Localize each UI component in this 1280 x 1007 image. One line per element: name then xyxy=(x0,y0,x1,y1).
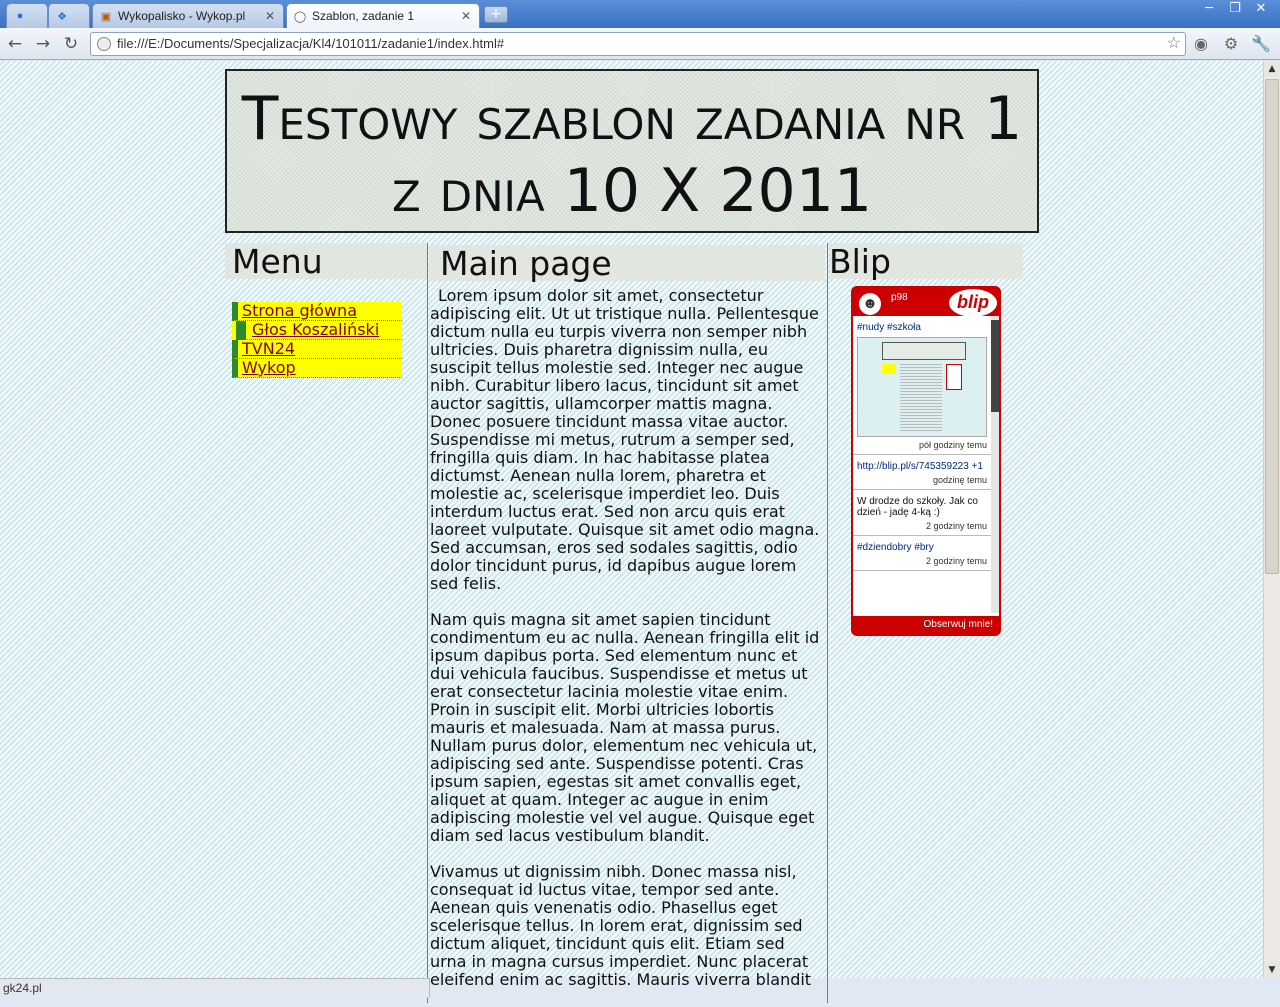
blip-post-text: W drodze do szkoły. Jak co dzień - jadę 4-ką :) xyxy=(857,496,978,518)
blip-username[interactable]: p98 xyxy=(891,292,908,303)
blip-post-time: pół godziny temu xyxy=(918,440,987,450)
scroll-thumb[interactable] xyxy=(1265,79,1279,574)
tab-strip xyxy=(0,0,1280,28)
main-content xyxy=(430,287,826,1007)
window-controls xyxy=(1196,0,1274,18)
menu-link-label: Głos Koszaliński xyxy=(252,320,380,339)
page-title: Testowy szablon zadania nr 1 z dnia 10 X 2011 xyxy=(241,84,1023,226)
blip-feed xyxy=(853,316,991,613)
minimize-icon[interactable]: ─ xyxy=(1205,1,1213,16)
status-bar: gk24.pl xyxy=(0,978,430,998)
paragraph: Vivamus ut dignissim nibh. Donec massa nisl, consequat id luctus vitae, tempor sed ante. Aenean quis venenatis odio. Phasellus eget scelerisque tellus. In lorem erat, dignissim sed dictum aliquet, tincidunt quis elit. Etiam sed urna in magna cursus imperdiet. Nunc placerat eleifend enim ac sagittis. Mauris viverra blandit xyxy=(430,862,812,989)
menu-heading: Menu xyxy=(225,243,427,279)
reload-icon[interactable]: ↻ xyxy=(63,34,79,54)
thumbnail-blip xyxy=(946,364,962,390)
blip-post-time: 2 godziny temu xyxy=(925,521,987,531)
follow-button[interactable]: Obserwuj mnie! xyxy=(853,616,999,634)
scroll-down-icon[interactable]: ▼ xyxy=(1264,962,1280,978)
thumbnail-text xyxy=(900,364,942,432)
back-icon[interactable]: ← xyxy=(7,34,23,54)
avatar[interactable]: ☻ xyxy=(859,293,881,315)
app-icon: ● xyxy=(16,10,24,22)
tab-label: Wykopalisko - Wykop.pl xyxy=(118,9,246,23)
tab-dropbox[interactable] xyxy=(48,3,90,28)
tab-label: Szablon, zadanie 1 xyxy=(312,9,415,23)
bookmark-star-icon[interactable]: ☆ xyxy=(1166,35,1181,52)
blip-scrollbar[interactable] xyxy=(991,316,999,613)
blip-post-text[interactable]: http://blip.pl/s/745359223 +1 xyxy=(857,461,983,472)
main-heading: Main page xyxy=(429,245,825,281)
menu-marker xyxy=(232,321,246,340)
close-icon[interactable]: ✕ xyxy=(264,9,275,23)
blip-logo[interactable]: blip xyxy=(949,289,997,317)
wrench-icon[interactable]: 🔧 xyxy=(1251,34,1271,53)
address-bar[interactable] xyxy=(90,32,1186,56)
blip-post-text[interactable]: #dziendobry #bry xyxy=(857,542,934,553)
thumbnail-header xyxy=(882,342,966,360)
page-icon xyxy=(97,37,111,51)
thumbnail-menu xyxy=(882,364,896,374)
menu-link-wykop[interactable]: Wykop xyxy=(232,359,402,378)
page-scrollbar[interactable] xyxy=(1263,61,1280,978)
tab-app[interactable] xyxy=(6,3,48,28)
blip-post xyxy=(853,490,991,536)
blip-scroll-thumb[interactable] xyxy=(991,320,999,412)
forward-icon[interactable]: → xyxy=(35,34,51,54)
tab-szablon[interactable] xyxy=(286,3,480,28)
wykop-icon: ▣ xyxy=(100,10,112,23)
menu-link-tvn24[interactable]: TVN24 xyxy=(232,340,402,359)
blip-post xyxy=(853,536,991,571)
blip-post-time: godzinę temu xyxy=(932,475,987,485)
blip-post xyxy=(853,455,991,490)
window-close-icon[interactable]: ✕ xyxy=(1255,1,1267,16)
blip-widget-header xyxy=(853,288,999,316)
blip-post-time: 2 godziny temu xyxy=(925,556,987,566)
globe-icon: ◯ xyxy=(293,10,307,23)
tab-wykop[interactable] xyxy=(92,3,284,28)
url-text: file:///E:/Documents/Specjalizacja/Kl4/101011/zadanie1/index.html# xyxy=(117,36,505,51)
extension-icon[interactable]: ◉ xyxy=(1194,34,1208,53)
menu-link-glos-koszalinski[interactable] xyxy=(232,321,402,340)
blip-heading: Blip xyxy=(829,243,1023,279)
column-divider xyxy=(427,243,428,1003)
blip-widget xyxy=(851,286,1001,636)
page-header xyxy=(225,69,1039,233)
paragraph: Nam quis magna sit amet sapien tincidunt condimentum eu ac nulla. Aenean fringilla elit id ipsum dapibus porta. Sed elementum nunc et dui vehicula faucibus. Suspendisse et metus ut erat consectetur lacinia molestie vitae enim. Proin in suscipit elit. Morbi ultricies lobortis mauris et malesuada. Nam at massa purus. Nullam purus dolor, elementum nec vehicula ut, adipiscing sed ante. Suspendisse potenti. Cras ipsum sapien, egestas sit amet convallis eget, aliquet at quam. Integer ac augue in enim adipiscing molestie vel vel augue. Quisque eget diam sed lacus vestibulum blandit. xyxy=(430,610,820,845)
settings-icon[interactable]: ⚙ xyxy=(1223,34,1239,53)
side-menu xyxy=(232,302,402,378)
blip-post-image[interactable] xyxy=(857,337,987,437)
browser-toolbar xyxy=(0,28,1280,60)
blip-post xyxy=(853,316,991,455)
close-icon[interactable]: ✕ xyxy=(460,9,471,23)
column-divider xyxy=(827,243,828,1003)
paragraph: Lorem ipsum dolor sit amet, consectetur adipiscing elit. Ut ut tristique nulla. Pellentesque dictum nulla eu turpis viverra non semper nibh ultricies. Duis pharetra dignissim nulla, eu suscipit tellus molestie sed. Integer nec augue nibh. Curabitur libero lacus, tincidunt sit amet auctor sagittis, ullamcorper mattis magna. Donec posuere tincidunt massa vitae auctor. Suspendisse mi metus, rutrum a semper sed, fringilla quis diam. In hac habitasse platea dictumst. Aenean nulla lorem, pharetra et molestie ac, scelerisque imperdiet leo. Duis interdum luctus erat. Sed non arcu quis erat laoreet vulputate. Quisque sit amet odio magna. Sed accumsan, eros sed sodales sagittis, odio dolor tincidunt purus, id dapibus augue lorem sed felis. xyxy=(430,286,820,593)
menu-link-strona-glowna[interactable]: Strona główna xyxy=(232,302,402,321)
blip-post-text[interactable]: #nudy #szkoła xyxy=(857,322,921,333)
dropbox-icon: ❖ xyxy=(57,10,67,23)
scroll-up-icon[interactable]: ▲ xyxy=(1264,61,1280,77)
restore-icon[interactable]: ❐ xyxy=(1229,1,1241,16)
new-tab-button[interactable]: + xyxy=(484,6,508,23)
